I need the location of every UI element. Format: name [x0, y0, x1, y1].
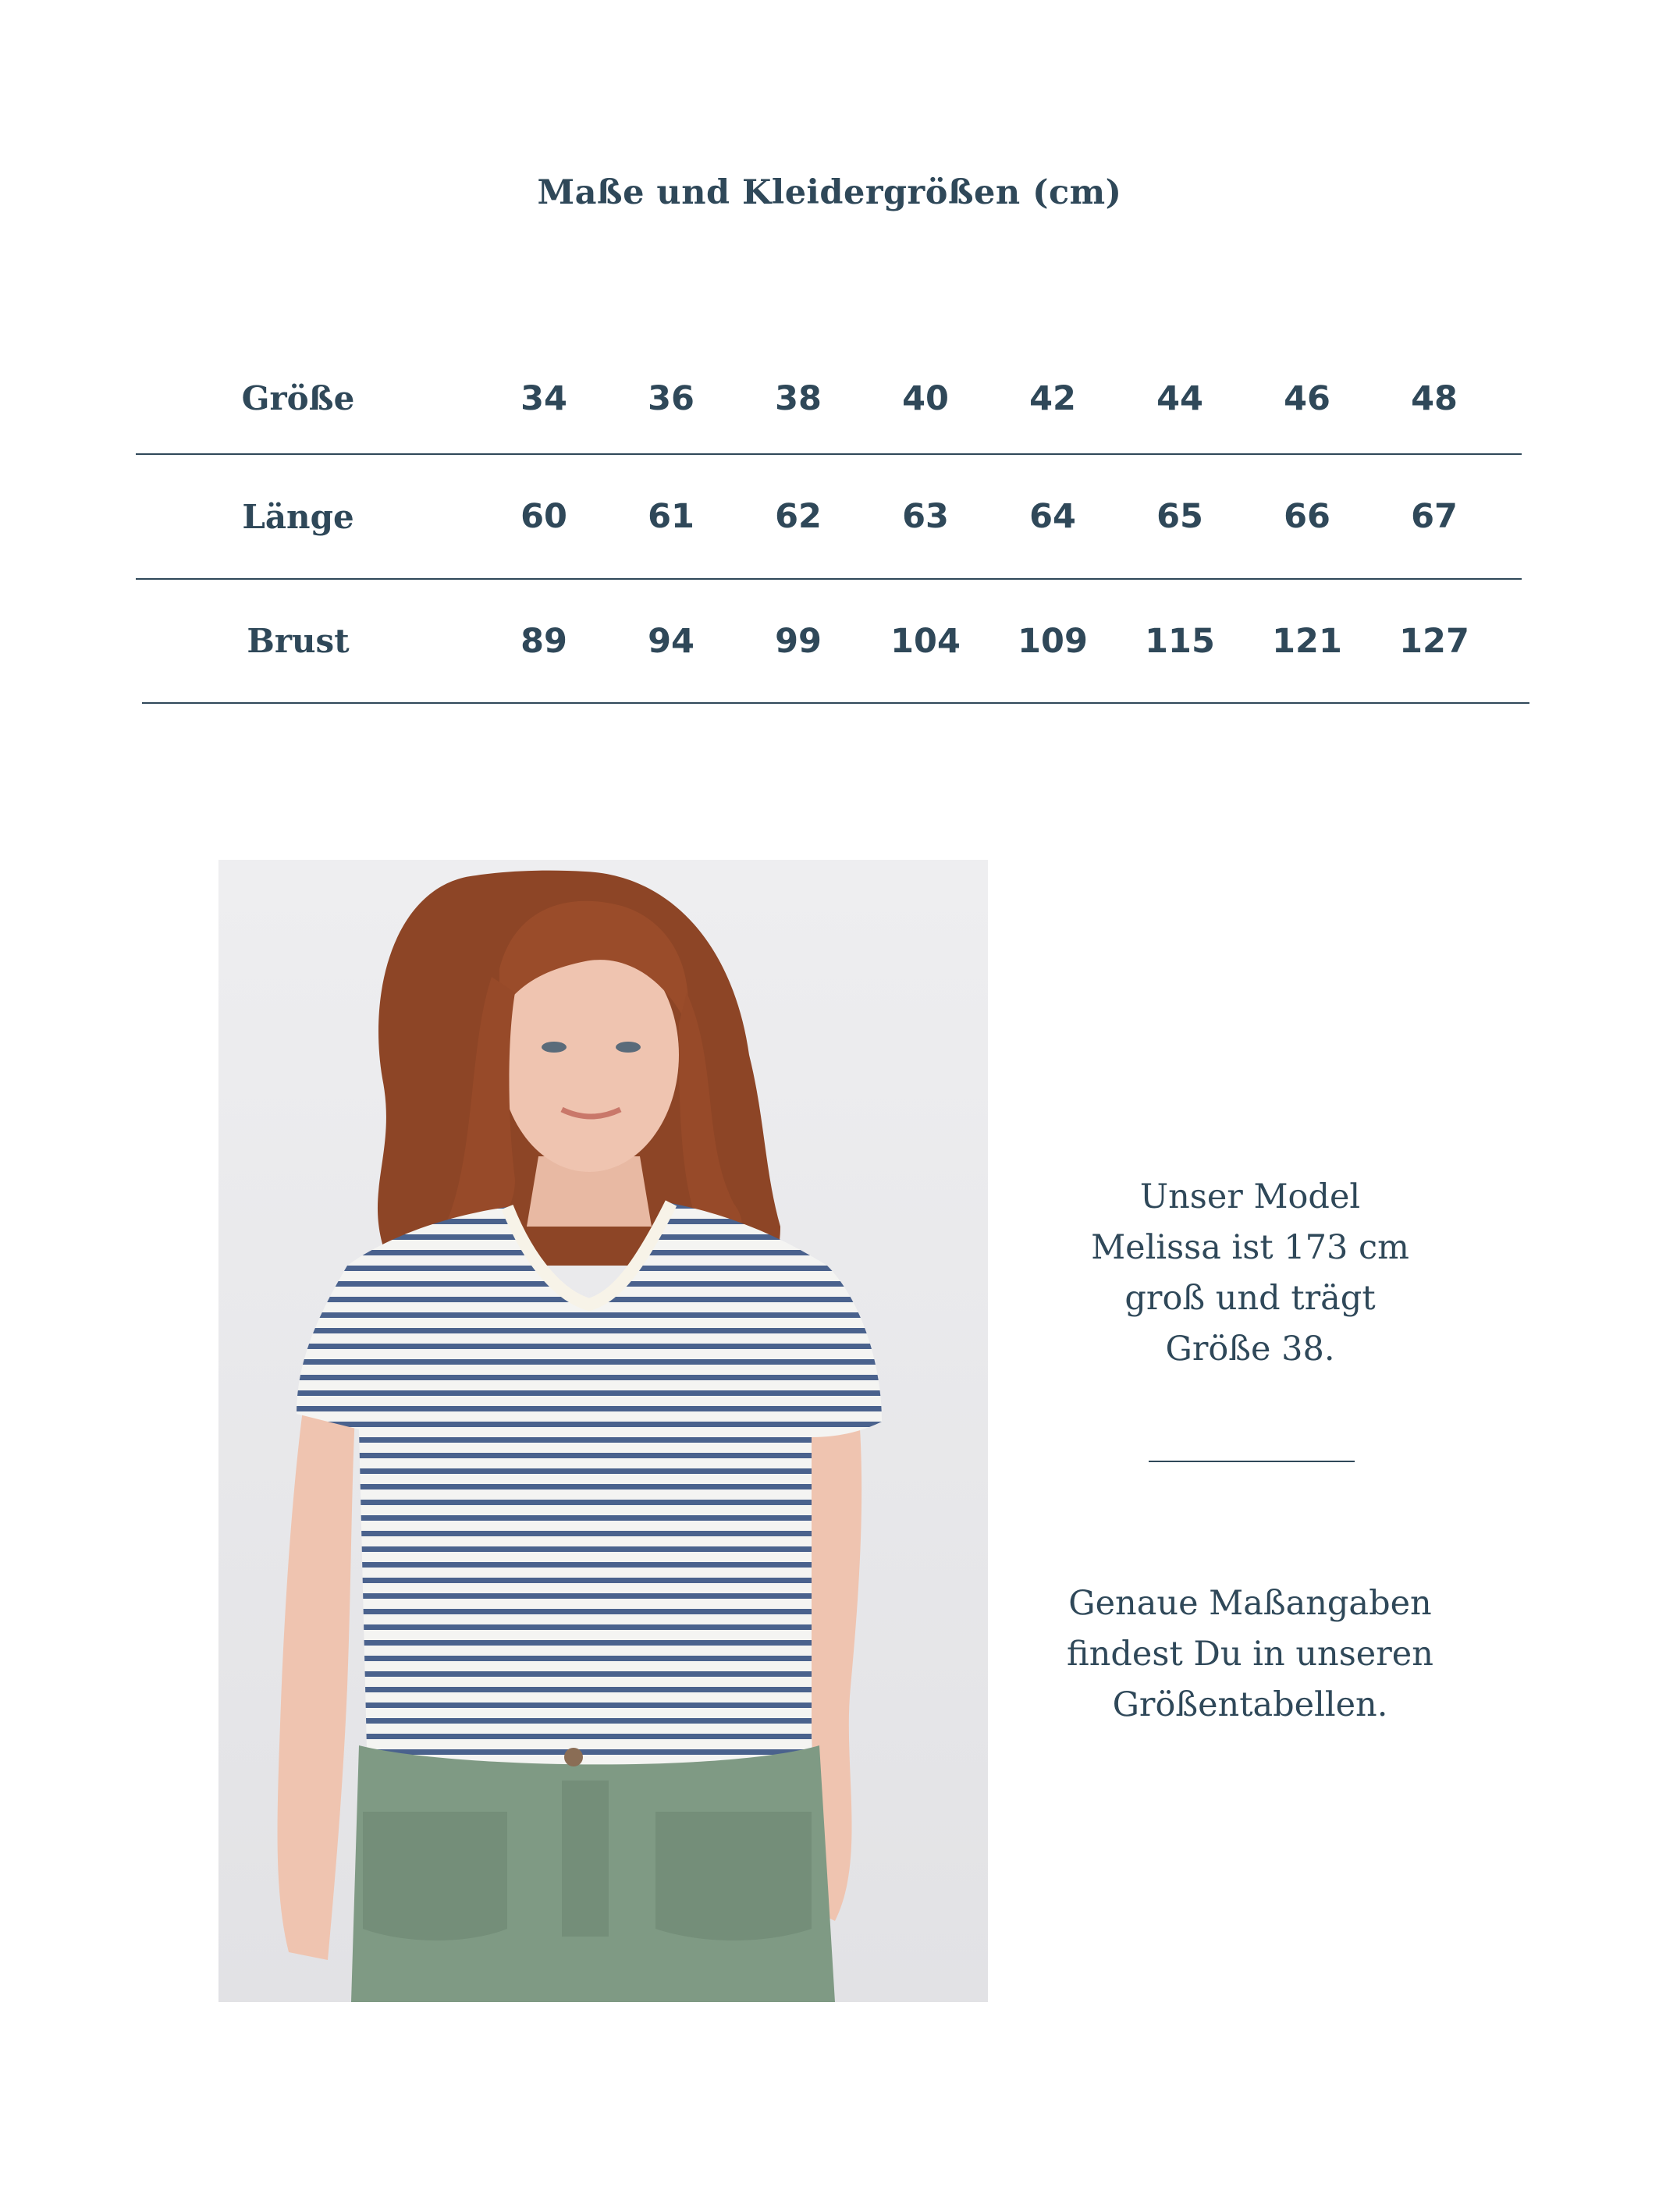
table-cell: 127 [1399, 621, 1469, 661]
model-info-line: Unser Model [1139, 1177, 1361, 1216]
table-cell: 46 [1284, 378, 1330, 418]
size-hint-line: Größentabellen. [1112, 1685, 1388, 1724]
table-cell: 36 [648, 378, 695, 418]
size-hint-text [1008, 1578, 1492, 1731]
row-label-chest: Brust [247, 622, 350, 660]
table-cell: 40 [902, 378, 949, 418]
model-info-line: groß und trägt [1124, 1279, 1376, 1318]
row-label-size: Größe [241, 379, 355, 417]
table-cell: 89 [520, 621, 567, 661]
size-hint-line: Genaue Maßangaben [1068, 1584, 1432, 1623]
size-table [136, 343, 1522, 704]
table-cell: 109 [1018, 621, 1088, 661]
table-cell: 64 [1029, 497, 1076, 536]
table-row-size [136, 343, 1522, 455]
table-cell: 48 [1411, 378, 1458, 418]
table-cell: 63 [902, 497, 949, 536]
model-info-text [1008, 1172, 1492, 1375]
table-row-length [136, 455, 1522, 580]
page-title: Maße und Kleidergrößen (cm) [537, 173, 1122, 212]
table-cell: 42 [1029, 378, 1076, 418]
table-cell: 62 [775, 497, 822, 536]
table-cell: 44 [1156, 378, 1203, 418]
table-cell: 104 [890, 621, 961, 661]
table-cell: 61 [648, 497, 695, 536]
table-cell: 94 [648, 621, 695, 661]
table-cell: 67 [1411, 497, 1458, 536]
table-cell: 38 [775, 378, 822, 418]
table-cell: 115 [1145, 621, 1215, 661]
table-cell: 65 [1156, 497, 1203, 536]
model-info-line: Größe 38. [1165, 1330, 1335, 1369]
size-hint-line: findest Du in unseren [1067, 1635, 1433, 1674]
table-cell: 34 [520, 378, 567, 418]
table-row-chest [142, 580, 1529, 704]
table-cell: 66 [1284, 497, 1330, 536]
table-cell: 60 [520, 497, 567, 536]
divider [1149, 1461, 1355, 1462]
table-cell: 121 [1272, 621, 1342, 661]
table-cell: 99 [775, 621, 822, 661]
row-label-length: Länge [242, 497, 354, 536]
model-info-line: Melissa ist 173 cm [1091, 1228, 1409, 1267]
model-photo [218, 860, 988, 2002]
